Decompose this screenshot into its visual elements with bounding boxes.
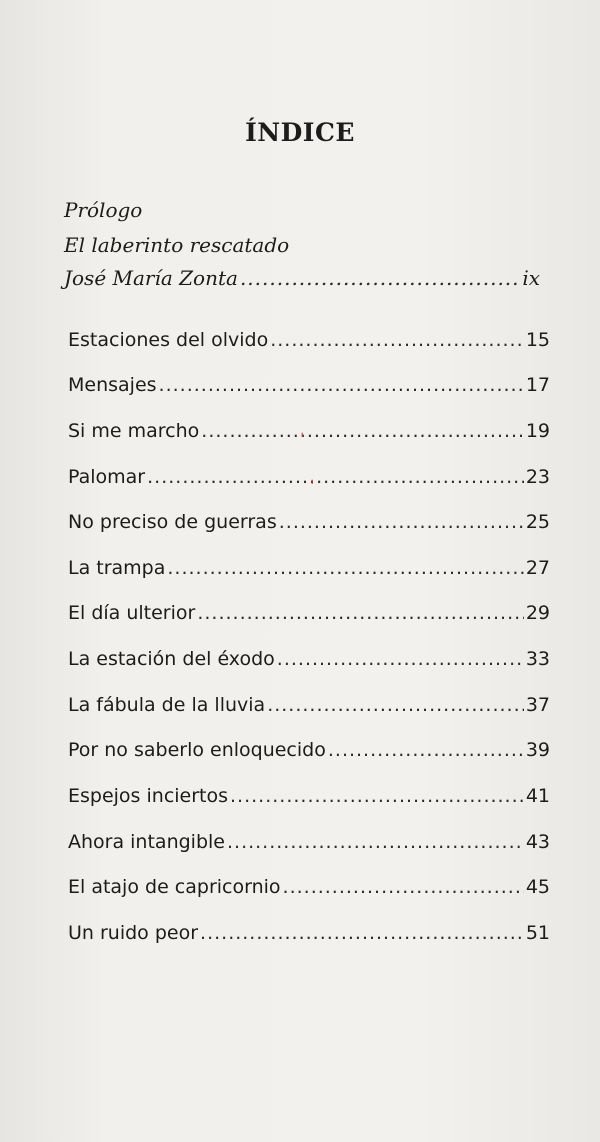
index-title: ÍNDICE [245,118,355,147]
dot-leader [230,785,524,807]
toc-entry[interactable] [68,420,550,442]
dot-leader [201,420,524,442]
dot-leader [283,876,524,898]
pencil-tick-mark: ˈ [300,430,305,449]
dot-leader [200,922,524,944]
toc-entry-page: 45 [525,876,550,898]
toc-entry[interactable] [68,922,550,944]
dot-leader [279,511,524,533]
toc-entry[interactable] [68,831,550,853]
toc-entry[interactable] [68,876,550,898]
toc-entry-label: El atajo de capricornio [68,876,281,898]
toc-entry[interactable] [68,602,550,624]
toc-entry-label: Espejos inciertos [68,785,229,807]
toc-entry-page: 37 [525,694,550,716]
toc-entry-label: Por no saberlo enloquecido [68,739,326,761]
toc-entry-page: 23 [525,466,550,488]
dot-leader [267,694,524,716]
dot-leader [277,648,524,670]
toc-entry-label: El día ulterior [68,602,196,624]
toc-entry[interactable] [68,648,550,670]
dot-leader [270,329,524,351]
toc-entry[interactable] [68,329,550,351]
toc-entry-label: Un ruido peor [68,922,199,944]
dot-leader [227,831,524,853]
dot-leader [197,602,523,624]
toc-entry-label: La estación del éxodo [68,648,275,670]
toc-entry[interactable] [68,739,550,761]
toc-entry-label: Mensajes [68,374,157,396]
toc-entry[interactable] [68,511,550,533]
toc-entry-page: 27 [525,557,550,579]
pencil-tick-mark: ˈ [310,477,315,496]
toc-entry-page: 41 [525,785,550,807]
toc-entry-page: ix [522,266,540,290]
toc-entry-page: 51 [525,922,550,944]
toc-entry[interactable] [68,466,550,488]
toc-entry-label: La trampa [68,557,166,579]
toc-entry-page: 17 [525,374,550,396]
dot-leader [147,466,524,488]
toc-entry[interactable] [68,557,550,579]
toc-entry-label: Ahora intangible [68,831,225,853]
toc-entry[interactable] [68,694,550,716]
dot-leader [328,739,524,761]
toc-entry-label: Si me marcho [68,420,200,442]
toc-entry-label: La fábula de la lluvia [68,694,266,716]
toc-entry-label: Palomar [68,466,146,488]
toc-entry-label: Estaciones del olvido [68,329,269,351]
prologue-heading: Prólogo [64,198,143,222]
toc-entry-page: 43 [525,831,550,853]
toc-entry[interactable] [68,785,550,807]
toc-entry[interactable] [68,374,550,396]
toc-entry-label: José María Zonta [64,266,238,290]
toc-entry-label: No preciso de guerras [68,511,277,533]
toc-entry-page: 33 [525,648,550,670]
toc-entry-page: 29 [525,602,550,624]
toc-entry-page: 19 [525,420,550,442]
toc-entry-page: 15 [525,329,550,351]
toc-entry-page: 39 [525,739,550,761]
toc-entry-page: 25 [525,511,550,533]
dot-leader [159,374,524,396]
prologue-subtitle: El laberinto rescatado [64,233,290,257]
dot-leader [167,557,523,579]
